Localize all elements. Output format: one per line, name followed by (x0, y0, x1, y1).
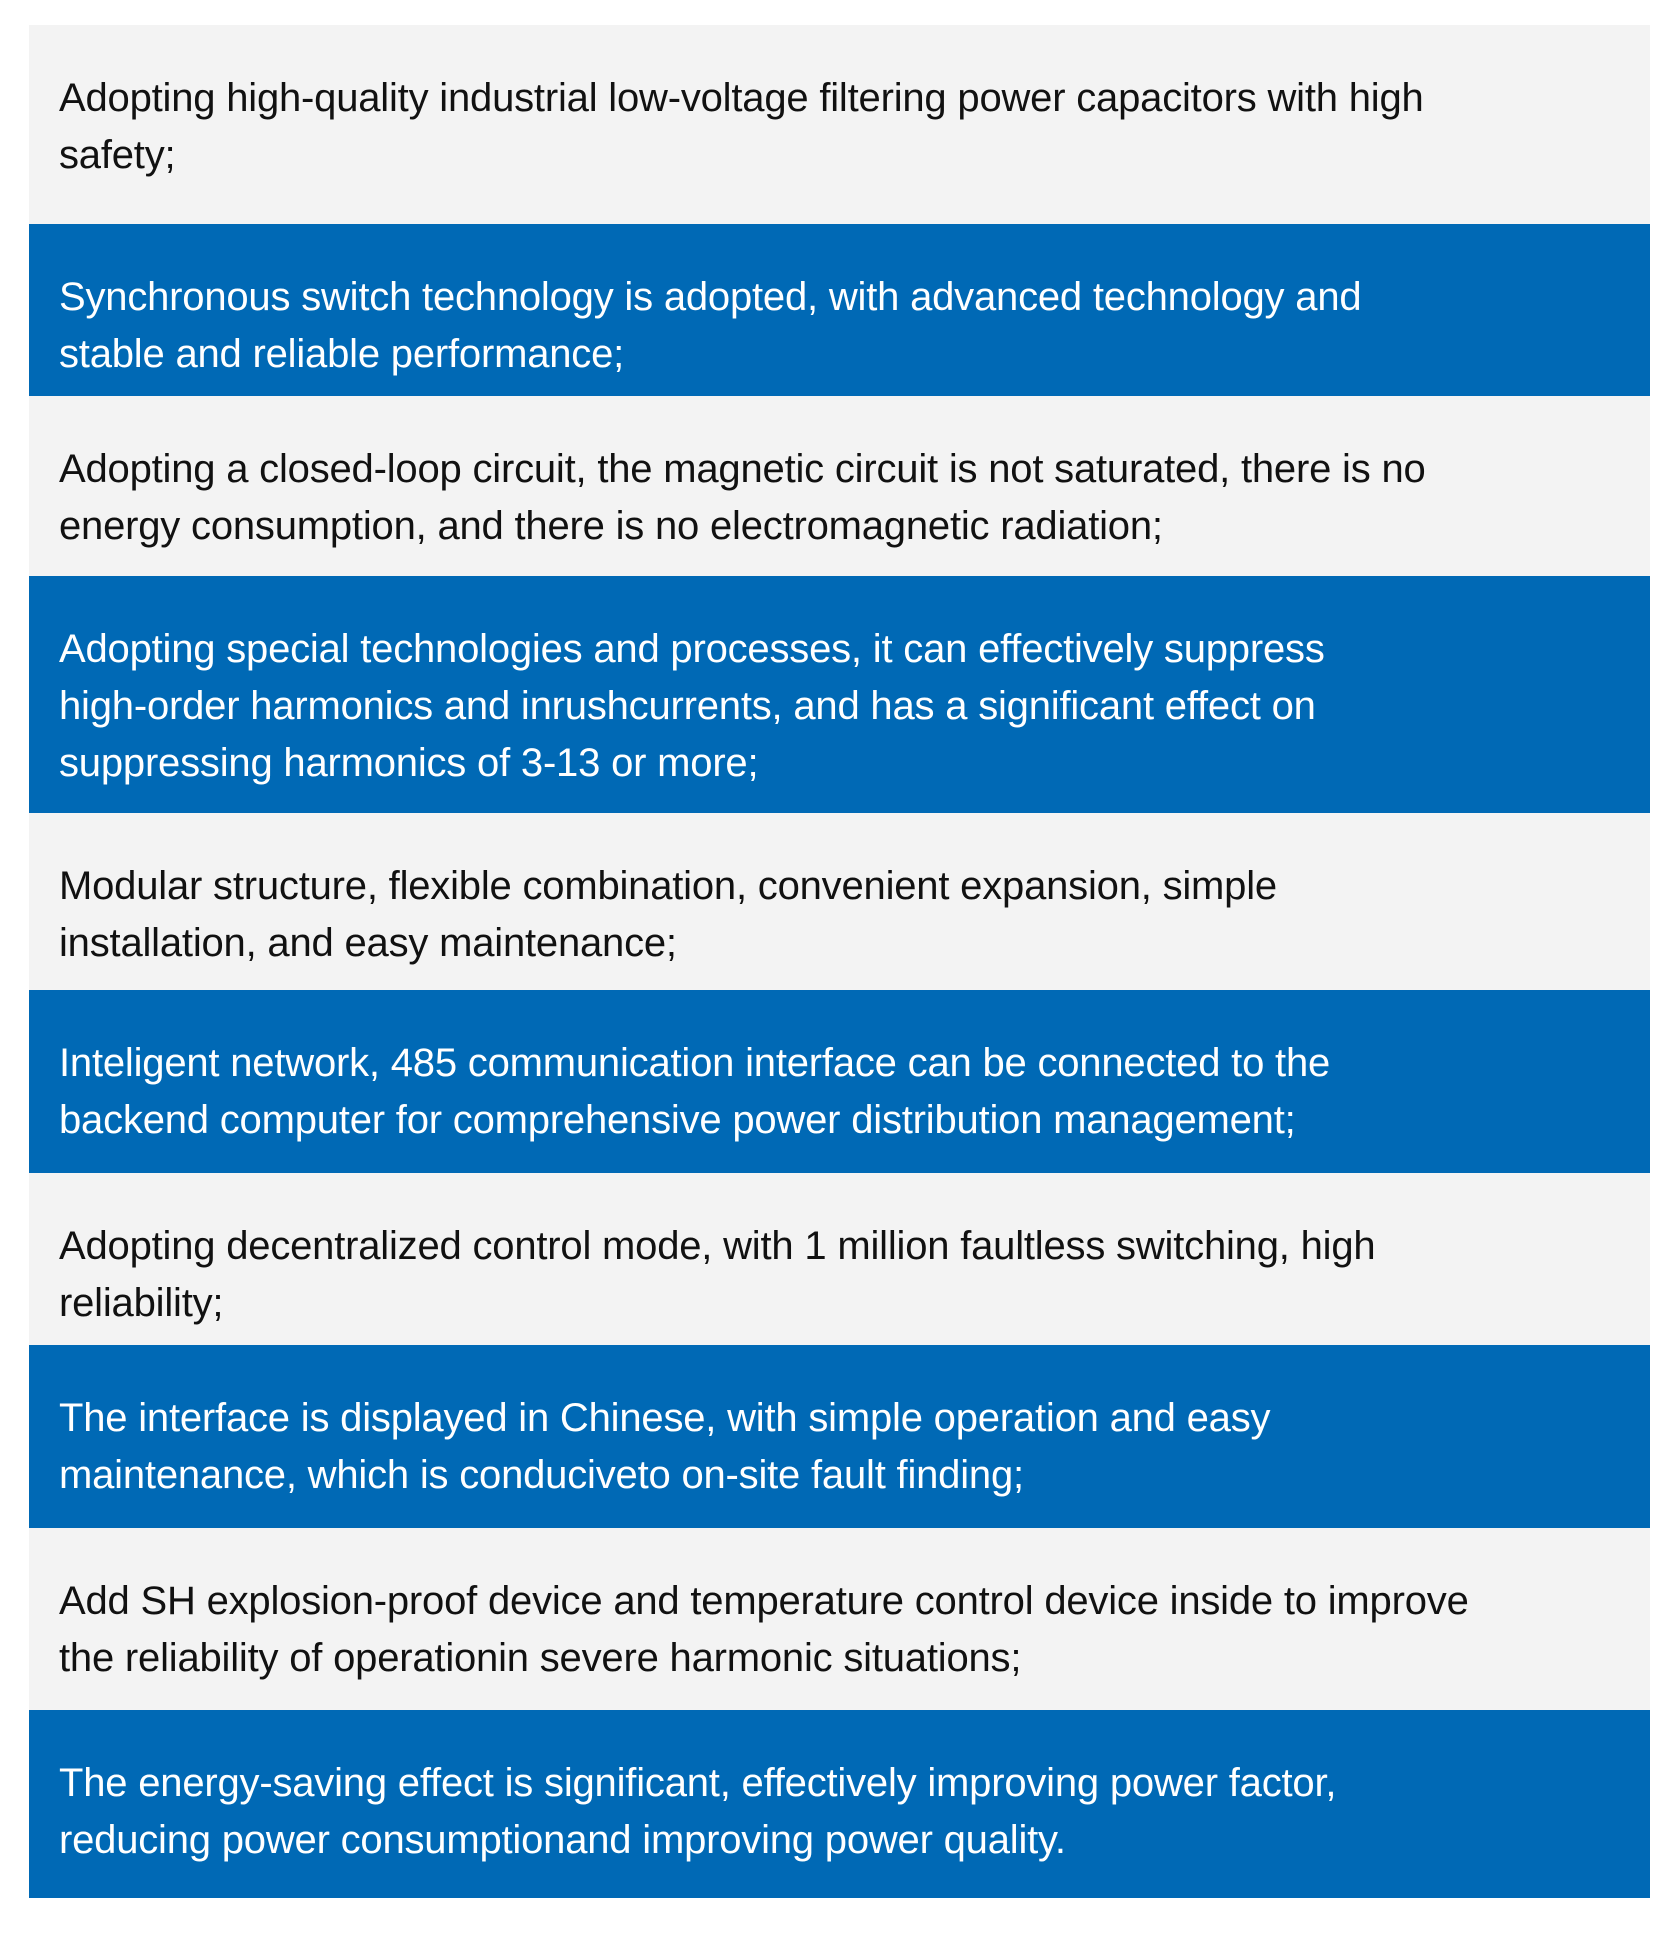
feature-text-line: high-order harmonics and inrushcurrents, and has a significant effect on (59, 684, 1316, 728)
feature-row-7 (29, 1173, 1650, 1345)
feature-text-line: The interface is displayed in Chinese, with simple operation and easy (59, 1396, 1271, 1440)
feature-row-6 (29, 990, 1650, 1173)
feature-text-line: Modular structure, flexible combination, convenient expansion, simple (59, 864, 1277, 908)
feature-row-8 (29, 1345, 1650, 1528)
feature-row-4 (29, 576, 1650, 813)
feature-text-line: Adopting high-quality industrial low-voltage filtering power capacitors with high (59, 76, 1424, 120)
feature-text-line: suppressing harmonics of 3-13 or more; (59, 741, 759, 785)
feature-text-line: reliability; (59, 1281, 224, 1325)
feature-row-5 (29, 813, 1650, 990)
feature-text-line: Adopting decentralized control mode, with 1 million faultless switching, high (59, 1224, 1376, 1268)
feature-row-2 (29, 224, 1650, 396)
feature-text-line: backend computer for comprehensive power distribution management; (59, 1098, 1296, 1142)
feature-row-1 (29, 25, 1650, 224)
feature-text-line: The energy-saving effect is significant, effectively improving power factor, (59, 1761, 1337, 1805)
feature-text-line: Inteligent network, 485 communication interface can be connected to the (59, 1041, 1331, 1085)
feature-text-line: stable and reliable performance; (59, 332, 625, 376)
feature-row-3 (29, 396, 1650, 576)
feature-row-9 (29, 1528, 1650, 1710)
feature-text-line: Add SH explosion-proof device and temperature control device inside to improve (59, 1579, 1469, 1623)
feature-text-line: reducing power consumptionand improving power quality. (59, 1818, 1066, 1862)
feature-text-line: Adopting a closed-loop circuit, the magnetic circuit is not saturated, there is no (59, 447, 1426, 491)
feature-text-line: Adopting special technologies and processes, it can effectively suppress (59, 627, 1325, 671)
feature-list (29, 25, 1650, 1898)
feature-text-line: maintenance, which is conduciveto on-site fault finding; (59, 1453, 1024, 1497)
feature-text-line: energy consumption, and there is no electromagnetic radiation; (59, 504, 1163, 548)
feature-text-line: the reliability of operationin severe harmonic situations; (59, 1636, 1022, 1680)
feature-row-10 (29, 1710, 1650, 1898)
feature-text-line: Synchronous switch technology is adopted, with advanced technology and (59, 275, 1362, 319)
feature-text-line: safety; (59, 133, 176, 177)
feature-text-line: installation, and easy maintenance; (59, 921, 677, 965)
